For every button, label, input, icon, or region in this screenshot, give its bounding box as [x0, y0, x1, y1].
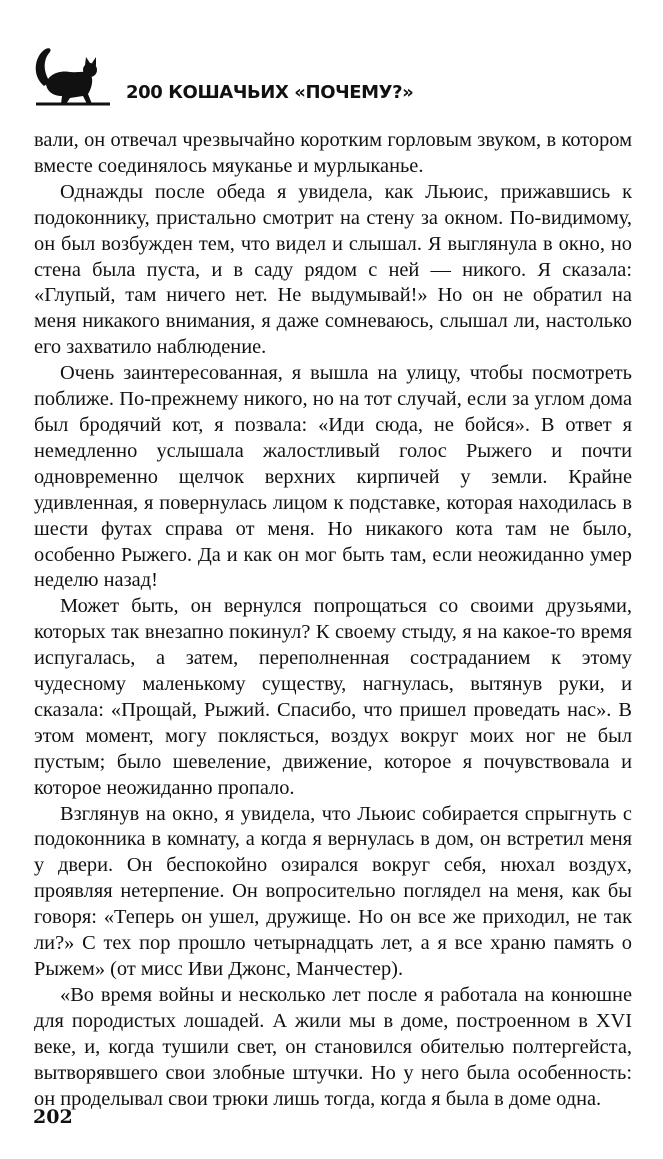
paragraph: вали, он отвечал чрезвычайно коротким горловым звуком, в котором вместе соединялось мяуканье и мурлыканье. — [34, 129, 632, 177]
running-head: 200 КОШАЧЬИХ «ПОЧЕМУ?» — [126, 82, 414, 103]
cat-silhouette-icon — [30, 40, 110, 108]
paragraph: Может быть, он вернулся попрощаться со своими друзьями, которых так внезапно покинул? К своему стыду, я на какое-то время испугалась, а затем, переполненная состраданием к этому чудесному маленькому существу, нагнулась, вытянув руки, и сказала: «Прощай, Рыжий. Спасибо, что пришел проведать нас». В этом момент, могу поклясться, воздух вокруг моих ног не был пустым; было шевеление, движение, которое я почувствовала и которое неожиданно пропало. — [34, 595, 632, 799]
paragraph: Взглянув на окно, я увидела, что Льюис собирается спрыгнуть с подоконника в комнату, а когда я вернулась в дом, он встретил меня у двери. Он беспокойно озирался вокруг себя, нюхал воздух, проявляя нетерпение. Он вопросительно поглядел на меня, как бы говоря: «Теперь он ушел, дружище. Но он все же приходил, не так ли?» С тех пор прошло четырнадцать лет, а я все храню память о Рыжем» (от мисс Иви Джонс, Манчестер). — [34, 802, 632, 980]
paragraph: «Во время войны и несколько лет после я работала на конюшне для породистых лошадей. А жили мы в доме, построенном в XVI веке, и, когда тушили свет, он становился обителью полтергейста, вытворявшего свои злобные штучки. Но у него была особенность: он проделывал свои трюки лишь тогда, когда я была в доме одна. — [34, 983, 632, 1110]
page-number: 202 — [33, 1106, 73, 1128]
body-text — [34, 128, 632, 1112]
paragraph: Очень заинтересованная, я вышла на улицу, чтобы посмотреть поближе. По-прежнему никого, но на тот случай, если за углом дома был бродячий кот, я позвала: «Иди сюда, не бойся». В ответ я немедленно услышала жалостливый голос Рыжего и почти одновременно щелчок верхних кирпичей у земли. Крайне удивленная, я повернулась лицом к подставке, которая находилась в шести футах справа от меня. Но никакого кота там не было, особенно Рыжего. Да и как он мог быть там, если неожиданно умер неделю назад! — [34, 362, 632, 592]
paragraph: Однажды после обеда я увидела, как Льюис, прижавшись к подоконнику, пристально смотрит на стену за окном. По-видимому, он был возбужден тем, что видел и слышал. Я выглянула в окно, но стена была пуста, и в саду рядом с ней — никого. Я сказала: «Глупый, там ничего нет. Не выдумывай!» Но он не обратил на меня никакого внимания, я даже сомневаюсь, слышал ли, настолько его захватило наблюдение. — [34, 180, 632, 359]
page-header — [30, 40, 650, 108]
